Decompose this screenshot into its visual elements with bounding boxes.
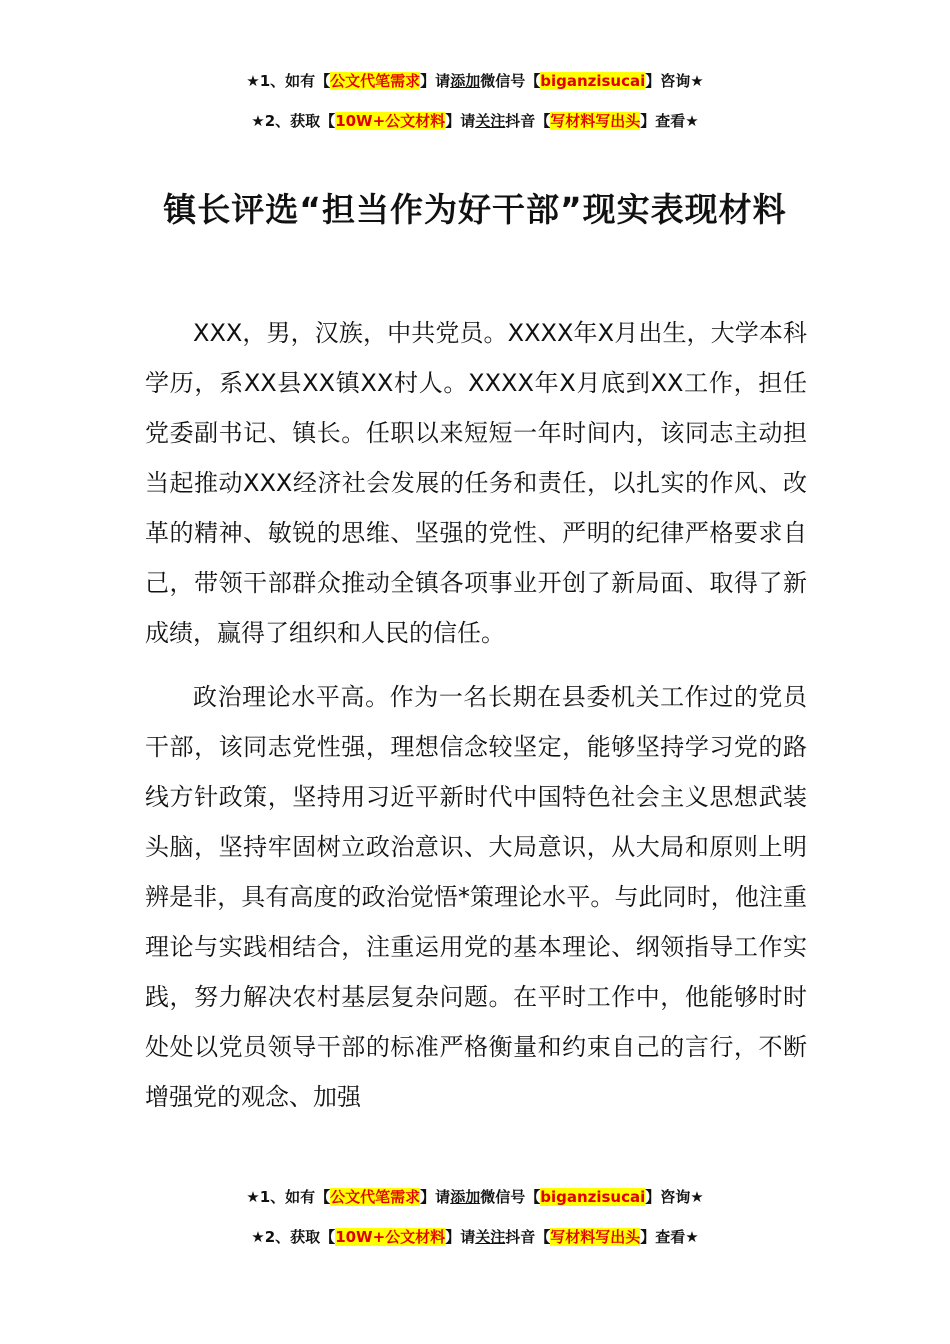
banner-highlight: 10W+公文材料: [335, 1228, 446, 1246]
banner-text: 抖音【: [505, 112, 551, 130]
banner-text: 】请: [445, 112, 476, 130]
banner-text: 】咨询★: [645, 1188, 704, 1206]
banner-text: 微信号【: [480, 1188, 541, 1206]
header-banner: [0, 70, 950, 132]
banner-text: ★2、获取【: [251, 1228, 336, 1246]
paragraph: 政治理论水平高。作为一名长期在县委机关工作过的党员干部，该同志党性强，理想信念较坚定，能够坚持学习党的路线方针政策，坚持用习近平新时代中国特色社会主义思想武装头脑，坚持牢固树立政治意识、大局意识，从大局和原则上明辨是非，具有高度的政治觉悟*策理论水平。与此同时，他注重理论与实践相结合，注重运用党的基本理论、纲领指导工作实践，努力解决农村基层复杂问题。在平时工作中，他能够时时处处以党员领导干部的标准严格衡量和约束自己的言行，不断增强党的观念、加强: [145, 683, 807, 1111]
banner-highlight: biganzisucai: [540, 72, 646, 90]
banner-text: 】咨询★: [645, 72, 704, 90]
banner-text: 】请: [445, 1228, 476, 1246]
banner-text: ★1、如有【: [246, 72, 331, 90]
banner-line-2: [0, 1226, 950, 1248]
banner-text: 微信号【: [480, 72, 541, 90]
banner-line-2: [0, 110, 950, 132]
banner-text: 】查看★: [640, 112, 699, 130]
document-body: [145, 308, 807, 1122]
banner-underline-text: 添加: [450, 1188, 481, 1206]
banner-text: 】查看★: [640, 1228, 699, 1246]
banner-text: 】请: [420, 72, 451, 90]
banner-text: ★1、如有【: [246, 1188, 331, 1206]
banner-line-1: [0, 70, 950, 92]
banner-text: ★2、获取【: [251, 112, 336, 130]
banner-underline-text: 添加: [450, 72, 481, 90]
document-title: 镇长评选“担当作为好干部”现实表现材料: [163, 190, 787, 229]
paragraph: XXX，男，汉族，中共党员。XXXX年X月出生，大学本科学历，系XX县XX镇XX村人。XXXX年X月底到XX工作，担任党委副书记、镇长。任职以来短短一年时间内，该同志主动担当起推动XXX经济社会发展的任务和责任，以扎实的作风、改革的精神、敏锐的思维、坚强的党性、严明的纪律严格要求自己，带领干部群众推动全镇各项事业开创了新局面、取得了新成绩，赢得了组织和人民的信任。: [145, 319, 807, 647]
footer-banner: [0, 1186, 950, 1248]
banner-text: 抖音【: [505, 1228, 551, 1246]
banner-highlight: 公文代笔需求: [330, 1188, 421, 1206]
banner-highlight: 写材料写出头: [550, 1228, 641, 1246]
banner-line-1: [0, 1186, 950, 1208]
banner-highlight: biganzisucai: [540, 1188, 646, 1206]
banner-highlight: 10W+公文材料: [335, 112, 446, 130]
banner-underline-text: 关注: [475, 1228, 506, 1246]
banner-highlight: 写材料写出头: [550, 112, 641, 130]
banner-highlight: 公文代笔需求: [330, 72, 421, 90]
banner-underline-text: 关注: [475, 112, 506, 130]
banner-text: 】请: [420, 1188, 451, 1206]
